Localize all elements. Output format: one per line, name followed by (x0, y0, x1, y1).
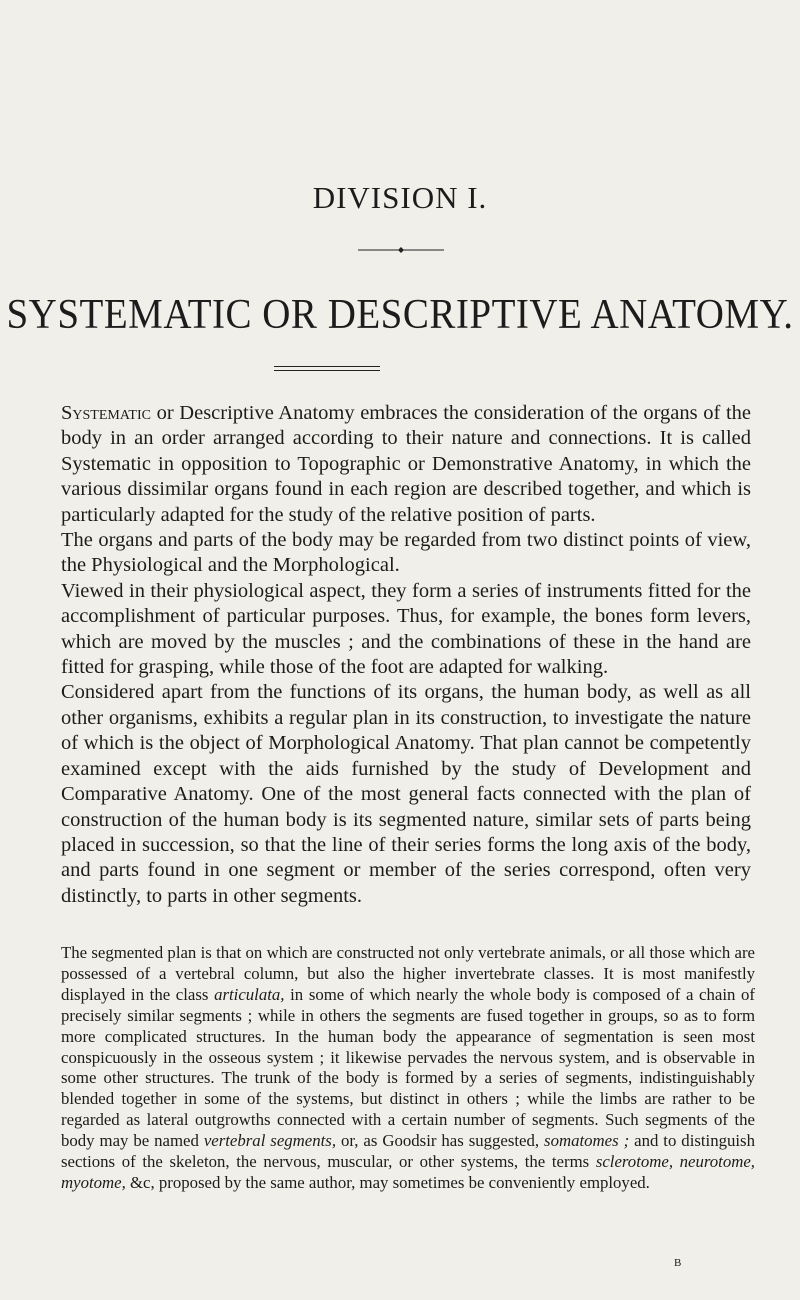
paragraph-lead: Systematic (61, 402, 151, 424)
main-body (61, 401, 751, 909)
paragraph-4: Considered apart from the functions of its organs, the human body, as well as all other organisms, exhibits a regular plan in its construction, to investigate the nature of which is the object of Morphological Anatomy. That plan cannot be competently examined except with the aids furnished by the study of Development and Comparative Anatomy. One of the most general facts connected with the plan of construction of the human body is its segmented nature, similar sets of parts being placed in succession, so that the line of their series forms the long axis of the body, and parts found in one segment or member of the series correspond, often very distinctly, to parts in other segments. (61, 681, 751, 907)
small-paragraph: The segmented plan is that on which are constructed not only vertebrate animals, or all those which are possessed of a vertebral column, but also the higher invertebrate classes. It is most manifestly displayed in the class articulata, in some of which nearly the whole body is composed of a chain of precisely similar segments ; while in others the segments are fused together in groups, so as to form more complicated structures. In the human body the appearance of segmentation is seen most conspicuously in the osseous system ; it likewise pervades the nervous system, and is observable in some other structures. The trunk of the body is formed by a series of segments, indistinguishably blended together in some of the systems, but distinct in others ; while the limbs are rather to be regarded as lateral outgrowths connected with a certain number of segments. Such segments of the body may be named vertebral segments, or, as Goodsir has suggested, somatomes ; and to distinguish sections of the skeleton, the nervous, muscular, or other systems, the terms sclerotome, neurotome, myotome, &c, proposed by the same author, may sometimes be conveniently employed. (61, 943, 756, 1192)
paragraph-3: Viewed in their physiological aspect, they form a series of instruments fitted for the accomplishment of particular purposes. Thus, for example, the bones form levers, which are moved by the muscles ; and the combinations of these in the hand are fitted for grasping, while those of the foot are adapted for walking. (61, 579, 751, 679)
paragraph-2: The organs and parts of the body may be regarded from two distinct points of view, the Physiological and the Morphological. (61, 529, 751, 577)
paragraph-text: or Descriptive Anatomy embraces the consideration of the organs of the body in an order arranged according to their nature and connections. It is called Systematic in opposition to Topographic or Demonstrative Anatomy, in which the various dissimilar organs found in each region are described together, and which is particularly adapted for the study of the relative position of parts. (61, 402, 751, 526)
small-print-section (61, 943, 755, 1194)
double-rule-divider (274, 366, 380, 371)
division-heading: DIVISION I. (312, 180, 488, 215)
paragraph-1 (61, 401, 751, 528)
signature-mark: B (674, 1257, 682, 1269)
ornament-divider (358, 247, 444, 253)
page-title: SYSTEMATIC OR DESCRIPTIVE ANATOMY. (6, 291, 794, 338)
